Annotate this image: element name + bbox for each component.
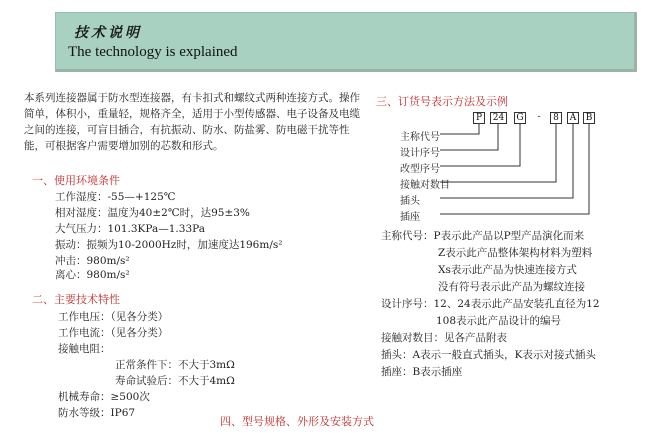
code-label: 接触对数目	[400, 180, 450, 191]
section-env-title: 一、使用环境条件	[32, 174, 120, 187]
env-line: 工作湿度：-55—+125℃	[55, 191, 176, 203]
code-box: A	[567, 112, 579, 124]
env-line: 冲击：980m/s²	[55, 255, 130, 267]
code-dash: -	[533, 112, 545, 124]
code-label: 主称代号	[400, 132, 440, 143]
env-line: 大气压力：101.3KPa—1.33Pa	[55, 223, 205, 235]
header-title-en: The technology is explained	[68, 44, 238, 60]
code-label: 插头	[400, 196, 420, 207]
code-box: B	[583, 112, 595, 124]
section-tech-title: 二、主要技术特性	[32, 293, 120, 306]
code-label: 改型序号	[400, 164, 440, 175]
order-desc-line: 插座：B表示插座	[381, 366, 463, 378]
tech-line: 防水等级：IP67	[58, 407, 136, 419]
code-label: 插座	[400, 212, 420, 223]
order-desc-line: 主称代号：P表示此产品以P型产品演化而来	[381, 230, 585, 242]
tech-line: 工作电压：（见各分类）	[58, 311, 169, 323]
order-desc-line: 接触对数目：见各产品附表	[381, 332, 507, 344]
env-line: 振动：振频为10-2000Hz时，加速度达196m/s²	[55, 239, 283, 251]
code-box: 24	[490, 112, 507, 124]
order-desc-line: Z表示此产品整体架构材料为塑料	[438, 247, 593, 259]
order-desc-line: Xs表示此产品为快速连接方式	[438, 264, 577, 276]
order-desc-line: 108表示此产品设计的编号	[436, 315, 562, 327]
order-desc-line: 没有符号表示此产品为螺纹连接	[438, 281, 585, 293]
code-label: 设计序号	[400, 148, 440, 159]
tech-line: 机械寿命：≥500次	[58, 391, 150, 403]
header-title-cn: 技术说明	[74, 25, 142, 41]
code-box: G	[514, 112, 526, 124]
tech-line: 正常条件下：不大于3mΩ	[115, 359, 235, 371]
tech-line: 工作电流：（见各分类）	[58, 327, 169, 339]
section-order-title: 三、订货号表示方法及示例	[376, 95, 508, 108]
env-line: 离心：980m/s²	[55, 269, 130, 281]
code-box: 8	[550, 112, 562, 124]
tech-line: 寿命试验后：不大于4mΩ	[115, 375, 235, 387]
code-box: P	[473, 112, 485, 124]
order-desc-line: 设计序号：12、24表示此产品安装孔直径为12	[381, 298, 600, 310]
section-spec-title: 四、型号规格、外形及安装方式	[220, 415, 374, 428]
env-line: 相对湿度：温度为40±2℃时，达95±3%	[55, 207, 250, 219]
tech-line: 接触电阻：	[58, 343, 111, 355]
order-desc-line: 插头：A表示一般直式插头，K表示对接式插头	[381, 349, 596, 361]
intro-paragraph: 本系列连接器属于防水型连接器，有卡扣式和螺纹式两种连接方式。操作简单，体积小，重量轻，规格齐全，适用于小型传感器、电子设备及电缆之间的连接，可盲目插合，有抗振动、防水、防盐雾、防电磁干扰等性能，可根据客户需要增加别的芯数和形式。	[24, 92, 360, 152]
